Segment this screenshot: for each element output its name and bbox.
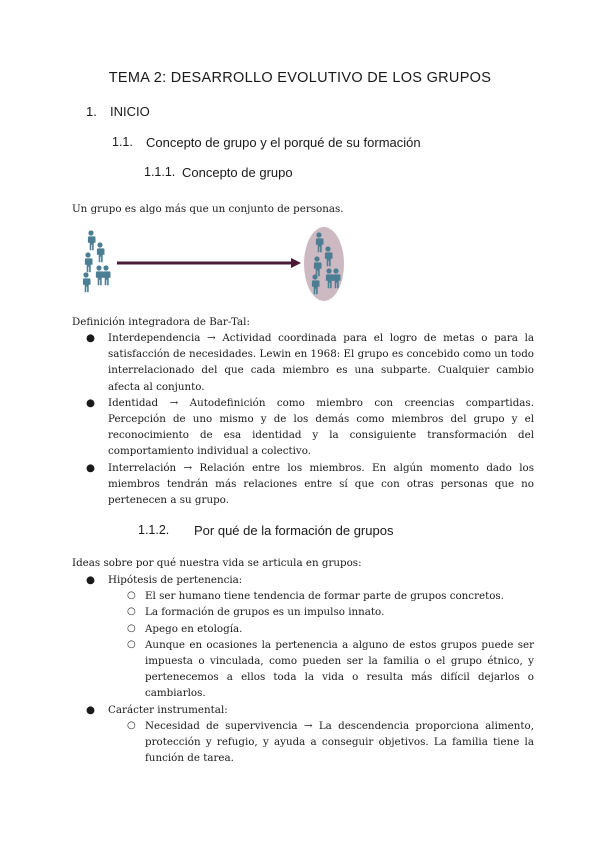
sub-list-item: ○ Necesidad de supervivencia → La descendencia proporciona alimento, protección y refugio, y ayuda a conseguir objetivos. La familia tiene la función de tarea. <box>127 719 534 765</box>
arrow-head-icon <box>291 258 301 268</box>
subsubsection-number: 1.1.2. <box>138 523 170 537</box>
subsubsection-heading: Por qué de la formación de grupos <box>194 523 394 538</box>
section-number: 1. <box>86 104 97 119</box>
group-ellipse <box>304 227 344 301</box>
sub-list-item: ○ La formación de grupos es un impulso innato. <box>127 606 385 619</box>
list-item: ● Identidad → Autodefinición como miembro con creencias compartidas. Percepción de uno mismo y de los demás como miembros del grupo y el reconocimiento de esa identidad y la consiguiente transformación del comportamiento individual a colectivo. <box>86 396 534 458</box>
page-title: TEMA 2: DESARROLLO EVOLUTIVO DE LOS GRUPOS <box>108 70 492 86</box>
list-item: ● Hipótesis de pertenencia: <box>86 574 243 586</box>
intro-sentence: Un grupo es algo más que un conjunto de personas. <box>72 203 344 215</box>
subsubsection-number: 1.1.1. <box>144 165 176 179</box>
bartal-list <box>72 330 534 508</box>
ideas-list <box>72 572 534 766</box>
bartal-heading: Definición integradora de Bar-Tal: <box>72 316 250 328</box>
section-heading: INICIO <box>110 104 150 119</box>
list-item: ● Interrelación → Relación entre los miembros. En algún momento dado los miembros tendrán más relaciones entre sí que con otras personas que no pertenecen a su grupo. <box>86 461 534 507</box>
sub-list-item: ○ El ser humano tiene tendencia de formar parte de grupos concretos. <box>127 590 504 603</box>
subsubsection-heading: Concepto de grupo <box>182 165 293 180</box>
subsection-number: 1.1. <box>112 135 133 149</box>
group-diagram <box>0 222 600 312</box>
list-item: ● Carácter instrumental: <box>86 703 228 716</box>
individuals-icon <box>83 230 111 292</box>
sub-list-item: ○ Aunque en ocasiones la pertenencia a alguno de estos grupos puede ser impuesta o vinculada, como pueden ser la familia o el grupo étnico, y pertenecemos a ellos toda la vida o resulta más difícil dejarlos o cambiarlos. <box>127 638 534 700</box>
sub-list-item: ○ Apego en etología. <box>127 622 243 635</box>
ideas-heading: Ideas sobre por qué nuestra vida se articula en grupos: <box>72 557 362 569</box>
subsection-heading: Concepto de grupo y el porqué de su formación <box>146 135 421 150</box>
list-item: ● Interdependencia → Actividad coordinada para el logro de metas o para la satisfacción de necesidades. Lewin en 1968: El grupo es concebido como un todo interrelacionado del que cada miembro es una subparte. Cualquier cambio afecta al conjunto. <box>86 332 534 393</box>
